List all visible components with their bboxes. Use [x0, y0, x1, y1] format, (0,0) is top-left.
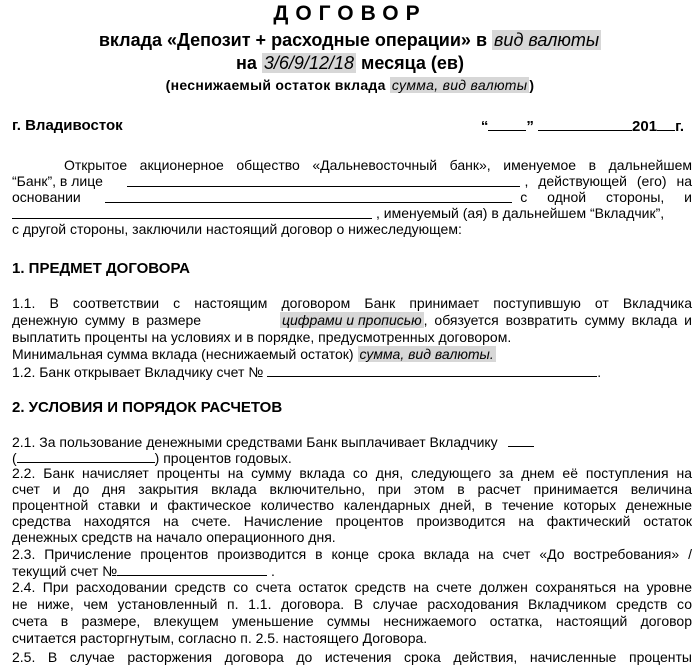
quote-open: “ [480, 118, 489, 135]
intro-line-1: Открытое акционерное общество «Дальневосточный банк», именуемое в дальнейшем [64, 157, 692, 173]
intro-acting-text: , действующей (его) на [524, 173, 692, 189]
city: г. Владивосток [12, 117, 123, 134]
s1-minimum-label: Минимальная сумма вклада (неснижаемый остаток) [12, 346, 354, 362]
s2-p2-line-3: процентной ставки и фактическое количество календарных дней, в течение которых денежные [12, 497, 692, 513]
s1-return-text: , обязуется возвратить сумму вклада и [423, 312, 692, 328]
minimum-placeholder: сумма, вид валюты. [359, 346, 494, 362]
current-account-blank [117, 563, 267, 576]
year-suffix: г. [675, 118, 684, 135]
s2-p2-line-5: денежных средств на начало операционного дня. [12, 529, 336, 545]
city-date-line [12, 118, 692, 134]
basis-blank [105, 190, 512, 203]
intro-line-4 [12, 206, 692, 222]
term-prefix: на [236, 53, 257, 73]
s2-p4-line-4: считается расторгнутым, согласно п. 2.5. настоящего Договора. [12, 630, 428, 646]
min-balance-placeholder: сумма, вид валюты [391, 77, 528, 93]
amount-placeholder: цифрами и прописью [281, 312, 422, 328]
intro-depositor-text: , именуемый (ая) в дальнейшем “Вкладчик”, [376, 205, 665, 221]
s2-p4-line-3: счета в размере, влекущем уменьшение суммы неснижаемого остатка, настоящий договор [12, 613, 692, 629]
month-blank [538, 118, 632, 131]
term-placeholder: 3/6/9/12/18 [263, 53, 354, 73]
contract-date [481, 118, 684, 135]
current-account-end: . [271, 563, 275, 579]
intro-representative-label: “Банк”, в лице [12, 173, 103, 189]
intro-line-2 [12, 174, 692, 190]
intro-one-side-text: с одной стороны, и [520, 189, 692, 205]
year-prefix: 201 [632, 118, 658, 135]
term-line [0, 53, 700, 74]
s1-p1-line-2 [12, 313, 692, 329]
s2-p2-line-1: 2.2. Банк начисляет проценты на сумму вклада со дня, следующего за днем её поступления на [12, 465, 692, 481]
s2-p5-line-1: 2.5. В случае расторжения договора до истечения срока действия, начисленные проценты [12, 649, 692, 665]
intro-line-3 [12, 190, 692, 206]
term-suffix: месяца (ев) [361, 53, 464, 73]
account-end: . [597, 364, 602, 380]
rate-label: 2.1. За пользование денежными средствами Банк выплачивает Вкладчику [12, 434, 498, 450]
deposit-type-line [0, 30, 700, 51]
min-balance-suffix: ) [529, 77, 535, 93]
current-account-label: текущий счет № [12, 563, 118, 579]
rate-number-blank [508, 434, 534, 447]
s2-p4-line-2: не ниже, чем установленный п. 1.1. договора. В случае расходования Вкладчиком средств со [12, 596, 692, 612]
s2-p3-line-2 [12, 563, 692, 580]
min-balance-line [0, 77, 700, 93]
rate-words-blank [17, 450, 155, 463]
s2-p2-line-4: средства находятся на счете. Начисление процентов производится на фактический остаток [12, 513, 692, 529]
s2-p1-line-1 [12, 434, 692, 451]
representative-blank [127, 174, 521, 187]
quote-close: ” [526, 118, 534, 135]
day-blank [488, 118, 526, 131]
s2-p4-line-1: 2.4. При расходовании средств со счета остаток средств на счете должен сохраняться на уровне [12, 579, 692, 595]
s1-p2 [12, 364, 692, 381]
section-1-heading: 1. ПРЕДМЕТ ДОГОВОРА [12, 260, 190, 277]
rate-suffix: ) процентов годовых. [154, 450, 292, 466]
intro-line-5: с другой стороны, заключили настоящий договор о нижеследующем: [12, 221, 462, 237]
s2-p3-line-1: 2.3. Причисление процентов производится в конце срока вклада на счет «До востребования» / [12, 546, 692, 562]
section-2-heading: 2. УСЛОВИЯ И ПОРЯДОК РАСЧЕТОВ [12, 399, 283, 416]
s2-p2-line-2: счет и до дня закрытия вклада включительно, при этом в расчет принимается величина [12, 481, 692, 497]
s1-amount-wrap [280, 313, 692, 329]
document-title: ДОГОВОР [273, 2, 427, 25]
s1-p1-line-1: 1.1. В соответствии с настоящим договором Банк принимает поступившую от Вкладчика [12, 295, 692, 311]
account-number-blank [267, 364, 597, 377]
deposit-type-text: вклада «Депозит + расходные операции» в [98, 30, 488, 50]
s1-p1-line-3: выплатить проценты на условиях и в порядке, предусмотренных договором. [12, 329, 512, 345]
depositor-name-blank [12, 206, 372, 219]
s1-amount-label: денежную сумму в размере [12, 312, 202, 328]
intro-basis-label: основании [12, 189, 81, 205]
s1-p1-line-4 [12, 347, 692, 363]
currency-placeholder: вид валюты [494, 30, 600, 50]
min-balance-prefix: (неснижаемый остаток вклада [165, 77, 386, 93]
rate-paren-open: ( [12, 450, 17, 466]
account-label: 1.2. Банк открывает Вкладчику счет № [12, 364, 264, 380]
year-blank [657, 118, 675, 131]
